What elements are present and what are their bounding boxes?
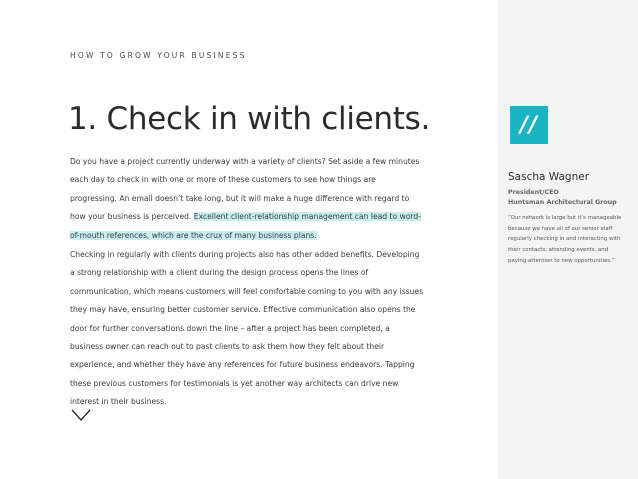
- section-eyebrow: HOW TO GROW YOUR BUSINESS: [70, 51, 247, 60]
- paragraph-1-text: Do you have a project currently underway with a variety of clients? Set aside a few minutes each day to check in with one or more of these customers to see how things are progressing. An email doesn’t take long, but it will make a huge difference with regard to how your business is perceived.: [70, 157, 420, 222]
- page-title: 1. Check in with clients.: [68, 101, 431, 137]
- testimonial-quote: “Our network is large but it’s manageable because we have all of our senior staff regularly checking in and interacting with their contacts, attending events, and paying attention to new opportunities.”: [508, 215, 622, 264]
- chevron-down-icon[interactable]: [71, 408, 91, 422]
- highlighted-text: Excellent client-relationship management can lead to word-of-mouth references, which are the crux of many business plans.: [70, 212, 421, 240]
- body-paragraph-2: Checking in regularly with clients during projects also has other added benefits. Developing a strong relationship with a client during the design process opens the lines of communication, which means customers will feel comfortable coming to you with any issues they may have, ensuring better customer service. Effective communication also opens the door for further conversations down the line – after a project has been completed, a business owner can reach out to past clients to ask them how they felt about their experience, and whether they have any references for future business endeavors. Tapping these previous customers for testimonials is yet another way architects can drive new interest in their business.: [70, 250, 424, 407]
- person-role: President/CEO: [508, 189, 559, 196]
- body-paragraph-1: [70, 153, 425, 245]
- quote-mark-icon: //: [510, 106, 548, 144]
- person-organization: Huntsman Architectural Group: [508, 199, 617, 206]
- person-name: Sascha Wagner: [508, 171, 590, 183]
